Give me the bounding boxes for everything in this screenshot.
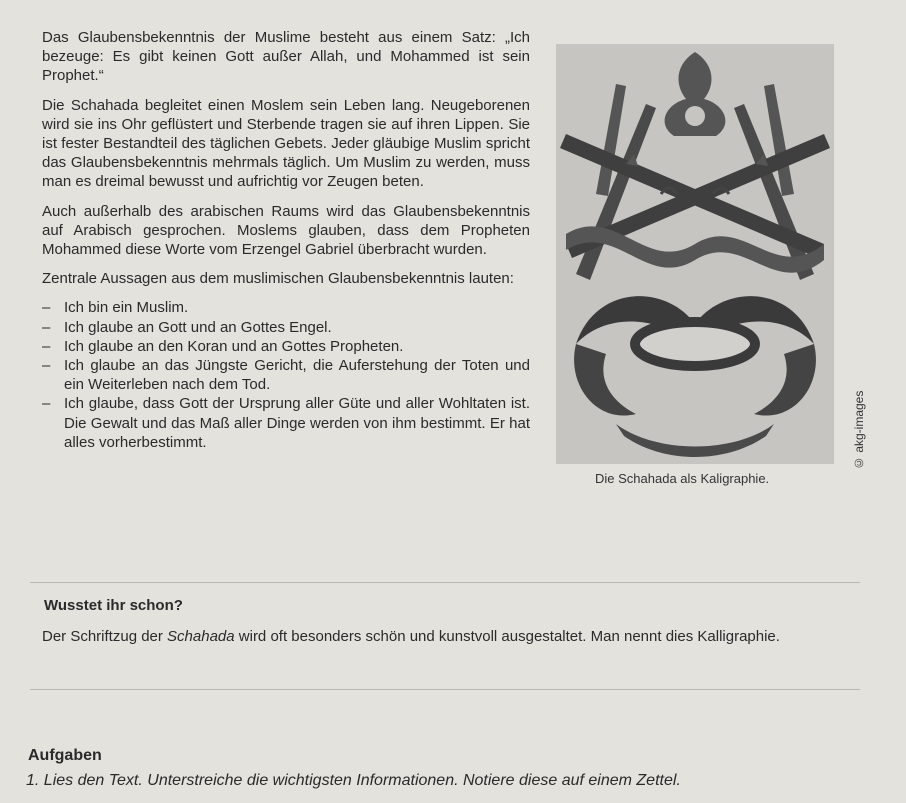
info-text-part: Der Schriftzug der	[42, 628, 168, 645]
info-text-italic: Schahada	[167, 628, 235, 645]
belief-list	[42, 298, 530, 452]
tasks-heading: Aufgaben	[28, 747, 102, 764]
info-box-text	[42, 624, 852, 650]
calligraphy-artwork	[556, 44, 834, 464]
task-item: 1. Lies den Text. Unterstreiche die wichtigsten Informationen. Notiere diese auf einem Zettel.	[26, 772, 681, 789]
paragraph-schahada: Die Schahada begleitet einen Moslem sein Leben lang. Neugeborenen wird sie ins Ohr geflüstert und Sterbende tragen sie auf ihren Lippen. Sie ist fester Bestandteil des täglichen Gebets. Jeder gläubige Muslim spricht das Glaubensbekenntnis mehrmals täglich. Um Muslim zu werden, muss man es dreimal bewusst und aufrichtig vor Zeugen beten.	[42, 96, 530, 191]
info-box	[30, 582, 860, 690]
info-text-part: wird oft besonders schön und kunstvoll ausgestaltet. Man nennt dies Kalligraphie.	[234, 628, 780, 645]
image-caption: Die Schahada als Kaligraphie.	[595, 471, 770, 486]
info-box-title: Wusstet ihr schon?	[44, 597, 183, 614]
list-item: – Ich glaube an das Jüngste Gericht, die Auferstehung der Toten und ein Weiterleben nach dem Tod.	[42, 356, 530, 394]
main-text-column	[42, 28, 530, 452]
paragraph-intro: Das Glaubensbekenntnis der Muslime besteht aus einem Satz: „Ich bezeuge: Es gibt keinen Gott außer Allah, und Mohammed ist sein Prophet.“	[42, 29, 530, 85]
list-item: – Ich glaube an den Koran und an Gottes Propheten.	[42, 337, 530, 356]
image-credit: © akg-images	[852, 390, 866, 470]
calligraphy-image	[556, 44, 834, 464]
list-item: – Ich glaube, dass Gott der Ursprung aller Güte und aller Wohltaten ist. Die Gewalt und das Maß aller Dinge werden von ihm bestimmt. Er hat alles vorherbestimmt.	[42, 394, 530, 452]
list-item: – Ich glaube an Gott und an Gottes Engel.	[42, 318, 530, 337]
list-item: – Ich bin ein Muslim.	[42, 298, 530, 317]
paragraph-statements: Zentrale Aussagen aus dem muslimischen Glaubensbekenntnis lauten:	[42, 270, 514, 288]
paragraph-arabic: Auch außerhalb des arabischen Raums wird das Glaubensbekenntnis auf Arabisch gesprochen. Moslems glauben, dass dem Propheten Mohammed diese Worte vom Erzengel Gabriel überbracht wurden.	[42, 202, 530, 259]
